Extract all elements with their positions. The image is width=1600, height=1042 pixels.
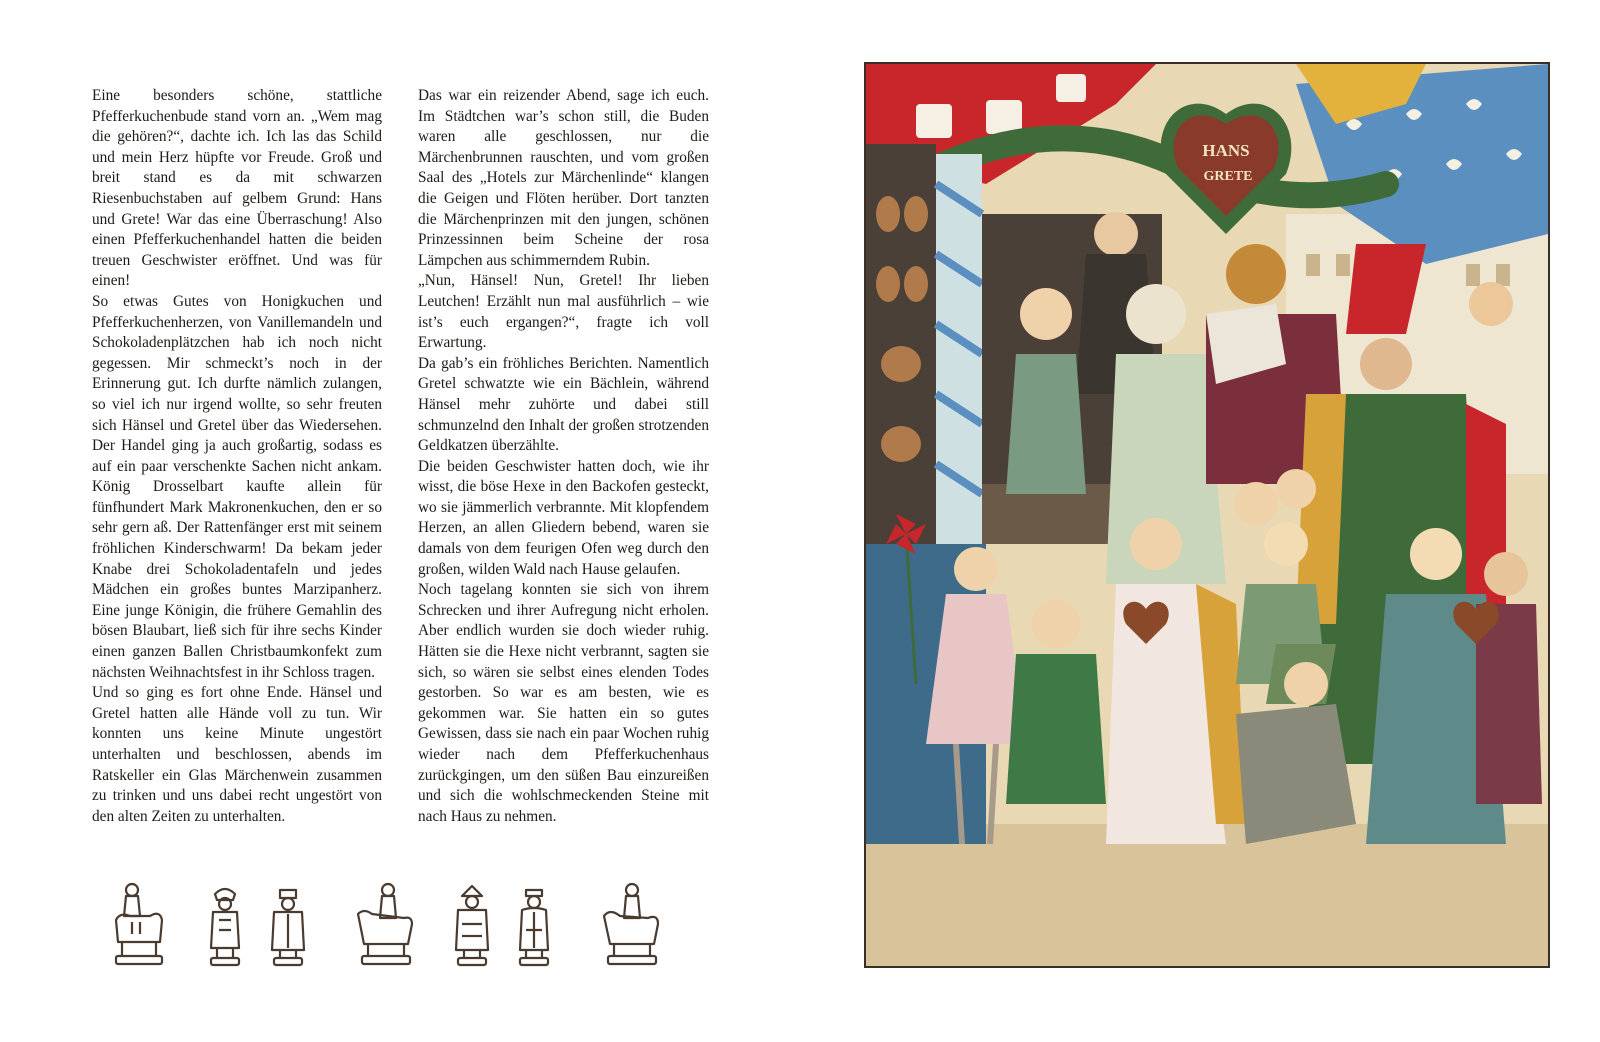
paragraph: Das war ein reizender Abend, sage ich euch. Im Städtchen war’s schon still, die Buden waren alle geschlossen, nur die Märchenbrunnen rauschten, und vom großen Saal des „Hotels zur Märchenlinde“ klangen die Geigen und Flöten herüber. Dort tanzten die Märchenprinzen mit den jungen, schönen Prinzessinnen beim Scheine der rosa Lämpchen aus schimmerndem Rubin. [418,87,709,269]
rider-figure-icon [354,880,416,968]
left-text-column [92,86,382,827]
fairy-tale-illustration [864,62,1550,968]
market-stall-scene [866,64,1548,966]
paragraph: Und so ging es fort ohne Ende. Hänsel und Gretel hatten alle Hände voll zu tun. Wir konnten uns keine Minute ungestört unterhalten und beschlossen, abends im Ratskeller ein Glas Märchenwein zusammen zu trinken und uns dabei recht ungestört von den alten Zeiten zu unterhalten. [92,684,382,825]
paragraph: So etwas Gutes von Honigkuchen und Pfefferkuchenherzen, von Vanillemandeln und Schokoladenplätzchen hab ich noch nicht gegessen. Mir schmeckt’s noch in der Erinnerung gut. Ich durfte nämlich zulangen, so viel ich nur irgend wollte, so sehr freuten sich Hänsel und Gretel über das Wiedersehen. Der Handel ging ja auch großartig, sodass es auf ein paar verschenkte Sachen nicht ankam. König Drosselbart kaufte allein für fünfhundert Mark Makronenkuchen, den er so sehr gern aß. Der Rattenfänger erst mit seinem fröhlichen Kinderschwarm! Da bekam jeder Knabe drei Schokoladentafeln und jedes Mädchen ein großes buntes Marzipanherz. Eine junge Königin, die frühere Gemahlin des bösen Blaubart, ließ sich für ihre sechs Kinder einen ganzen Ballen Christbaumkonfekt zum nächsten Weihnachtsfest in ihr Schloss tragen. [92,292,382,681]
rider-figure-icon [110,880,166,968]
standing-figure-icon [452,884,492,968]
paragraph: Noch tagelang konnten sie sich von ihrem Schrecken und ihrer Aufregung nicht erholen. Aber endlich wurden sie doch wieder ruhig. Hätten sie die Hexe nicht verbrannt, sagten sie sich, so wären sie selbst eines elenden Todes gestorben. So war es am besten, wie es gekommen war. Sie hatten ein so gutes Gewissen, dass sie nach ein paar Wochen ruhig wieder nach dem Pfefferkuchenhaus zurückgingen, um den süßen Bau einzureißen und sich die wohlschmeckenden Steine mit nach Haus zu nehmen. [418,581,709,825]
paragraph: Die beiden Geschwister hatten doch, wie ihr wisst, die böse Hexe in den Backofen gesteckt, wo sie jämmerlich verbrannte. Mit klopfendem Herzen, an allen Gliedern bebend, waren sie damals von dem feurigen Ofen weg durch den großen, wilden Wald nach Hause gelaufen. [418,457,709,578]
rider-figure-icon [600,880,662,968]
gingerbread-figures-row [110,880,690,975]
paragraph: Eine besonders schöne, stattliche Pfefferkuchenbude stand vorn an. „Wem mag die gehören?“, dachte ich. Ich las das Schild und mein Herz hüpfte vor Freude. Groß und breit stand es da mit schwarzen Riesenbuchstaben auf gelbem Grund: Hans und Grete! War das eine Überraschung! Also einen Pfefferkuchenhandel hatten die beiden treuen Geschwister eröffnet. Und was für einen! [92,87,382,290]
paragraph: „Nun, Hänsel! Nun, Gretel! Ihr lieben Leutchen! Erzählt nun mal ausführlich – wie ist’s euch ergangen?“, fragte ich voll Erwartung. [418,272,709,352]
standing-figure-icon [268,884,308,968]
standing-figure-icon [514,884,554,968]
heart-sign-line2: GRETE [1203,169,1253,184]
paragraph: Da gab’s ein fröhliches Berichten. Namentlich Gretel schwatzte wie ein Bächlein, während Hänsel mehr zuhörte und dabei still schmunzelnd den Inhalt der großen strotzenden Geldkatzen überzählte. [418,354,709,455]
standing-figure-icon [205,884,245,968]
heart-sign-line1: HANS [1202,141,1250,160]
right-text-column [418,86,709,827]
